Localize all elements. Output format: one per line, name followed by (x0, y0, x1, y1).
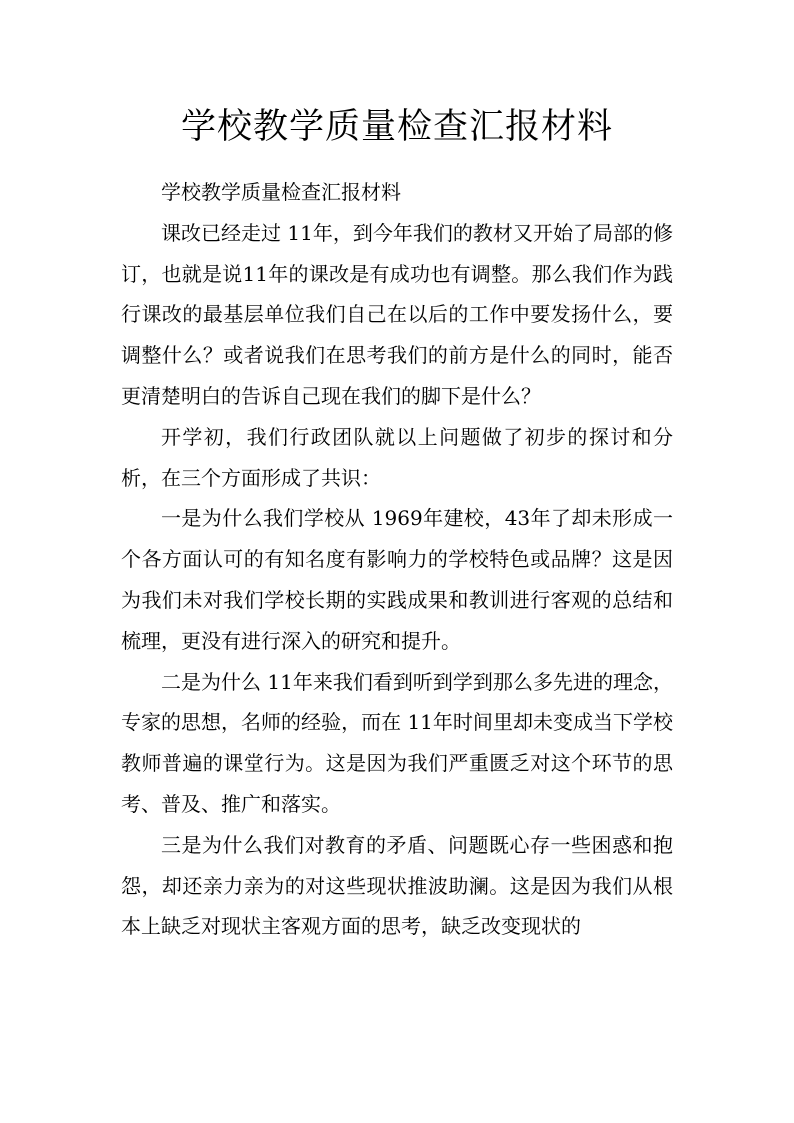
paragraph-point-one: 一是为什么我们学校从 1969年建校，43年了却未形成一个各方面认可的有知名度有影响力的学校特色或品牌？这是因为我们未对我们学校长期的实践成果和教训进行客观的总结和梳理，更没有进行深入的研究和提升。 (121, 506, 673, 653)
paragraph-point-three: 三是为什么我们对教育的矛盾、问题既心存一些困惑和抱怨，却还亲力亲为的对这些现状推波助澜。这是因为我们从根本上缺乏对现状主客观方面的思考，缺乏改变现状的 (121, 832, 673, 939)
paragraph-point-two: 二是为什么 11年来我们看到听到学到那么多先进的理念，专家的思想，名师的经验，而在 11年时间里却未变成当下学校教师普遍的课堂行为。这是因为我们严重匮乏对这个环节的思考、普及、推广和落实。 (121, 669, 673, 816)
paragraph-subtitle: 学校教学质量检查汇报材料 (161, 180, 401, 204)
paragraph-intro: 课改已经走过 11年，到今年我们的教材又开始了局部的修订，也就是说11年的课改是有成功也有调整。那么我们作为践行课改的最基层单位我们自己在以后的工作中要发扬什么，要调整什么？或者说我们在思考我们的前方是什么的同时，能否更清楚明白的告诉自己现在我们的脚下是什么？ (121, 220, 673, 408)
document-title: 学校教学质量检查汇报材料 (180, 107, 613, 147)
paragraph-consensus: 开学初，我们行政团队就以上问题做了初步的探讨和分析，在三个方面形成了共识： (121, 424, 673, 490)
document-body (121, 172, 673, 947)
